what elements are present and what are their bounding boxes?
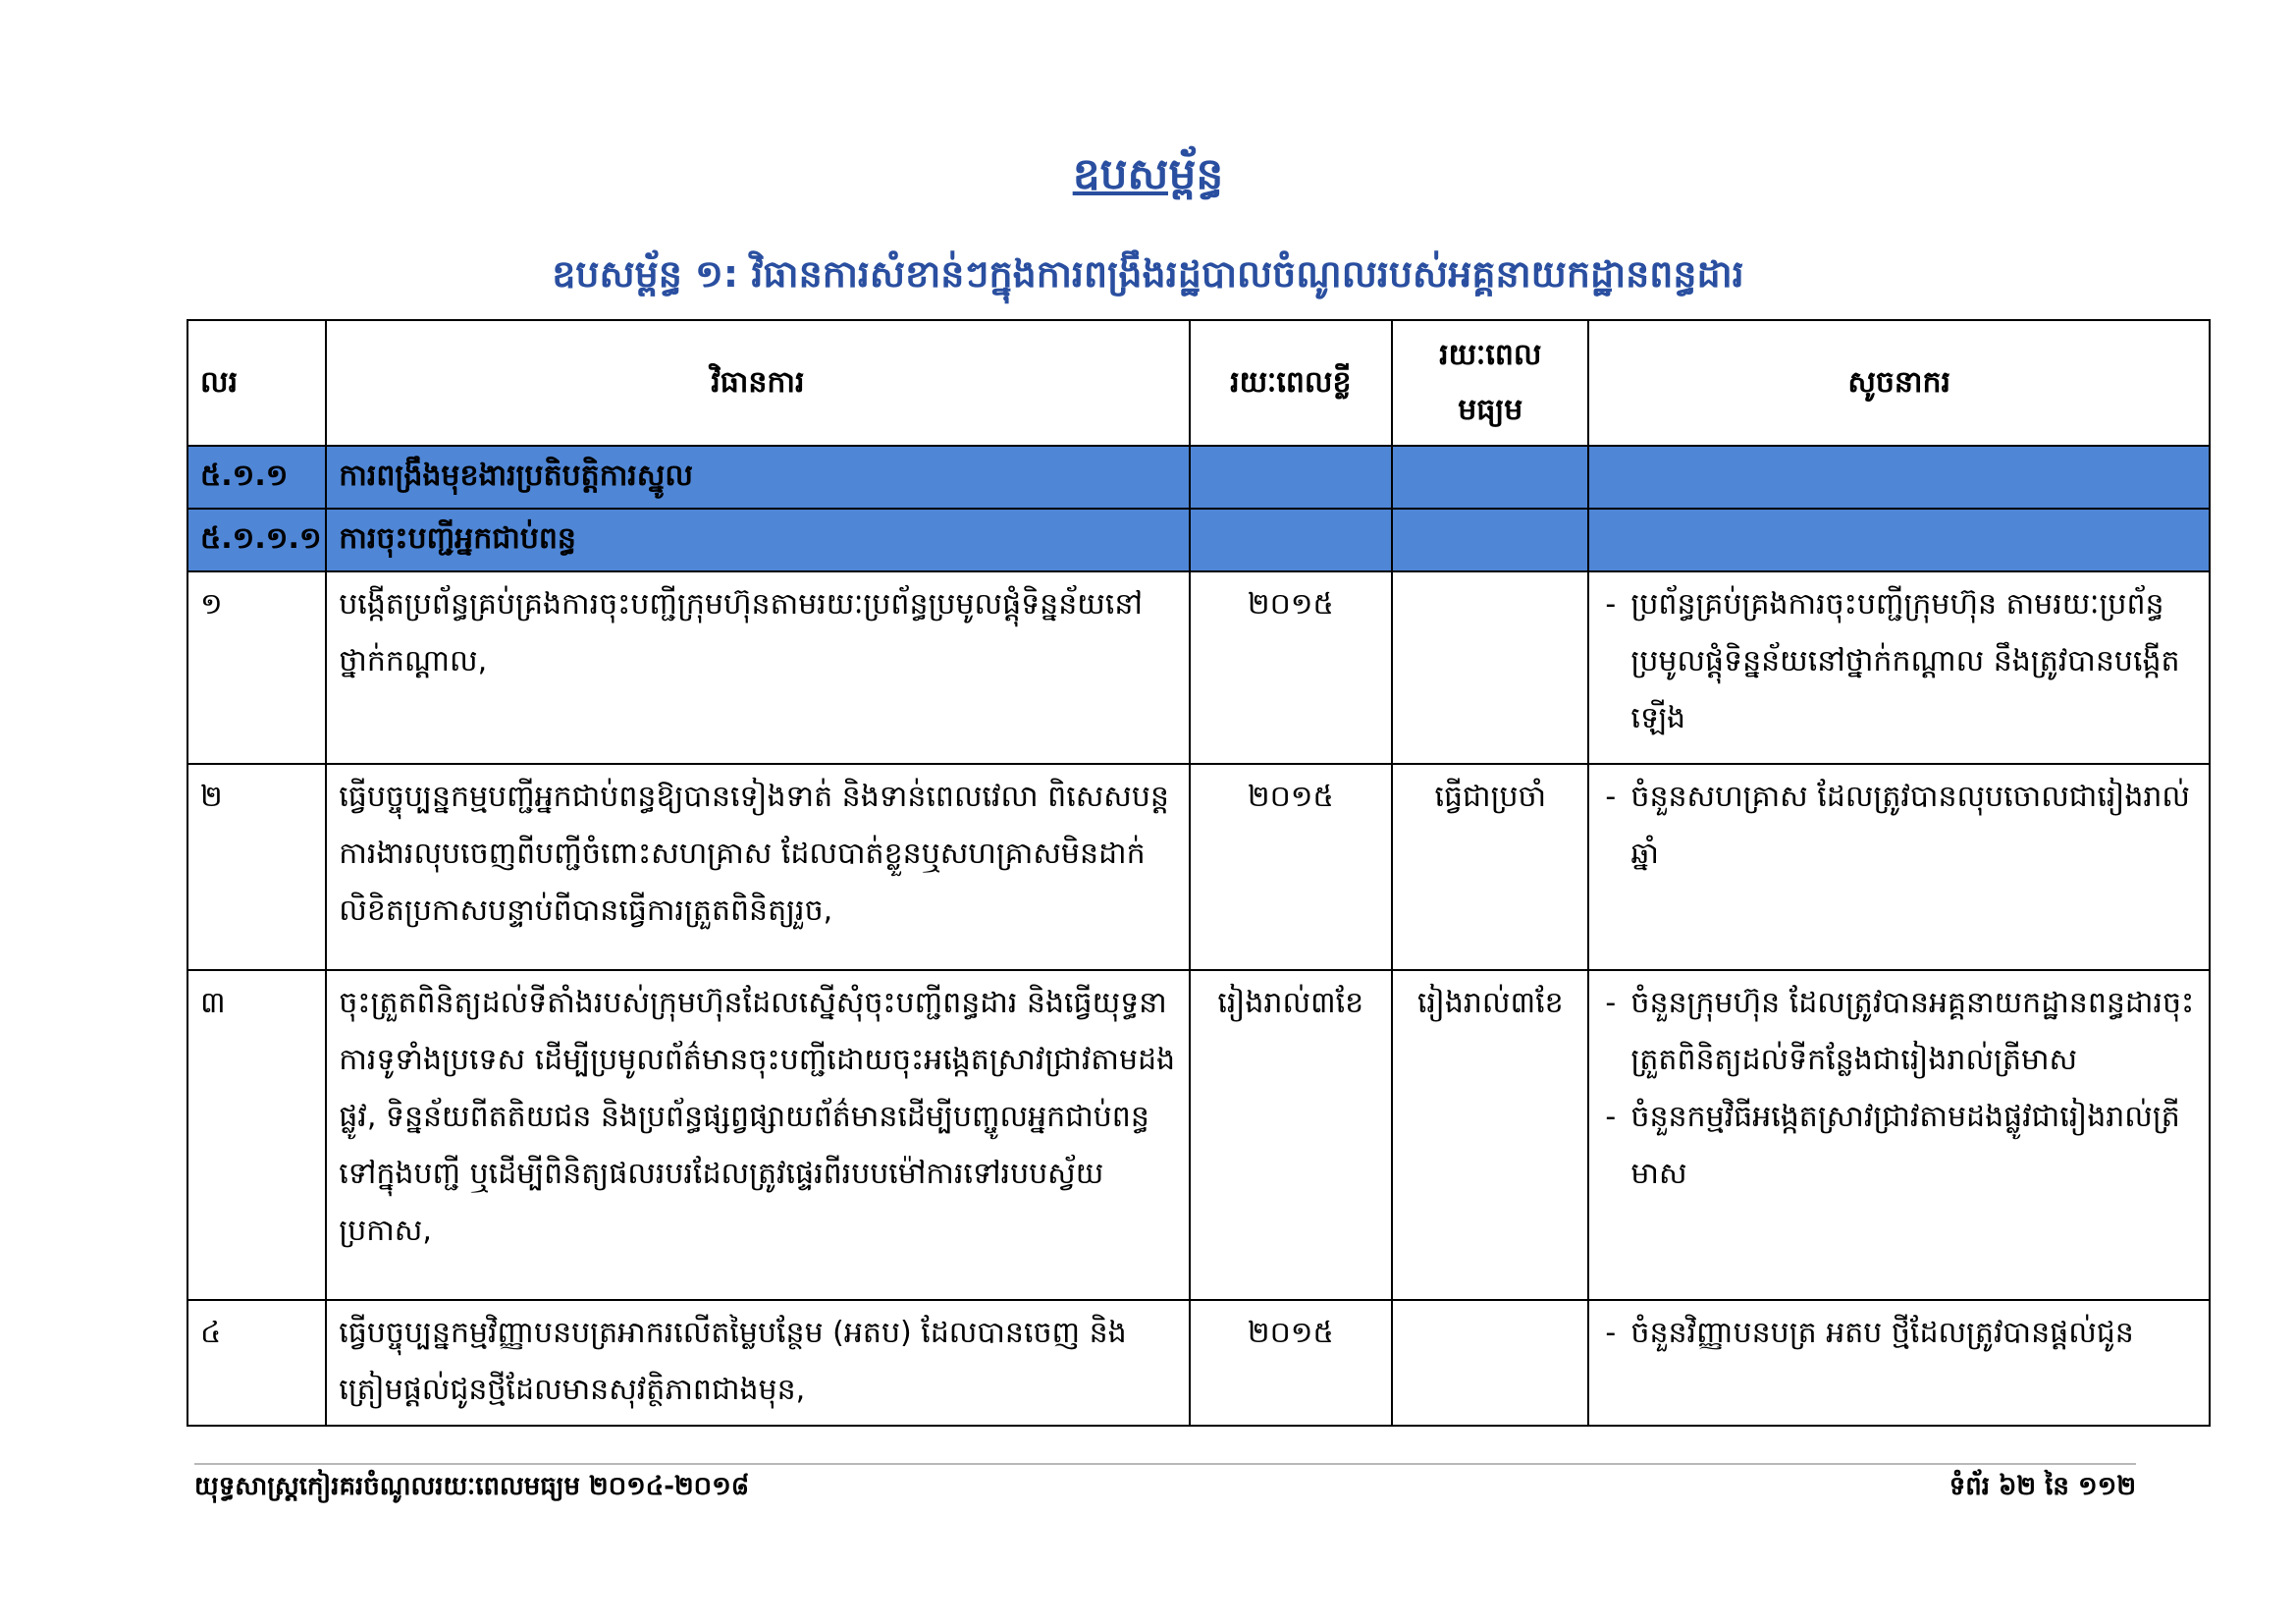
footer-page-number: ទំព័រ ៦២ នៃ ១១២ <box>1949 1472 2136 1501</box>
indicator-item: - ប្រព័ន្ធគ្រប់គ្រងការចុះបញ្ជីក្រុមហ៊ុន តាមរយៈប្រព័ន្ធប្រមូលផ្ដុំទិន្នន័យនៅថ្នាក់កណ្ដាល នឹងត្រូវបានបង្កើតឡើង <box>1601 576 2197 747</box>
footer-document-title: យុទ្ធសាស្ត្រកៀរគរចំណូលរយៈពេលមធ្យម ២០១៤-២០១៨ <box>194 1472 750 1501</box>
header-indicator: សូចនាករ <box>1588 320 2210 446</box>
header-measure: វិធានការ <box>326 320 1189 446</box>
row-indicator <box>1588 970 2210 1300</box>
table-row <box>187 571 2210 764</box>
row-short-term: រៀងរាល់៣ខែ <box>1190 970 1393 1300</box>
indicator-item: - ចំនួនវិញ្ញាបនបត្រ អតប ថ្មីដែលត្រូវបានផ្ដល់ជូន <box>1601 1305 2197 1362</box>
section-row <box>187 509 2210 571</box>
table-row <box>187 970 2210 1300</box>
section-title: ការចុះបញ្ជីអ្នកជាប់ពន្ធ <box>326 509 1189 571</box>
row-no: ៤ <box>187 1300 326 1426</box>
indicator-item: - ចំនួនកម្មវិធីអង្កេតស្រាវជ្រាវតាមដងផ្លូវជារៀងរាល់ត្រីមាស <box>1601 1089 2197 1203</box>
measures-table <box>187 319 2211 1427</box>
table-row <box>187 764 2210 970</box>
section-code: ៥.១.១ <box>187 446 326 509</box>
row-measure: ចុះត្រួតពិនិត្យដល់ទីតាំងរបស់ក្រុមហ៊ុនដែលស្នើសុំចុះបញ្ជីពន្ធដារ និងធ្វើយុទ្ធនាការទូទាំងប្រទេស ដើម្បីប្រមូលព័ត៌មានចុះបញ្ជីដោយចុះអង្កេតស្រាវជ្រាវតាមដងផ្លូវ, ទិន្នន័យពីតតិយជន និងប្រព័ន្ធផ្សព្វផ្សាយព័ត៌មានដើម្បីបញ្ចូលអ្នកជាប់ពន្ធទៅក្នុងបញ្ជី ឬដើម្បីពិនិត្យផលរបរដែលត្រូវផ្ទេរពីរបបម៉ៅការទៅរបបស្វ័យប្រកាស, <box>326 970 1189 1300</box>
section-code: ៥.១.១.១ <box>187 509 326 571</box>
row-indicator <box>1588 1300 2210 1426</box>
row-measure: ធ្វើបច្ចុប្បន្នកម្មវិញ្ញាបនបត្រអាករលើតម្លៃបន្ថែម (អតប) ដែលបានចេញ និងត្រៀមផ្ដល់ជូនថ្មីដែលមានសុវត្ថិភាពជាងមុន, <box>326 1300 1189 1426</box>
header-medium-term: រយៈពេល មធ្យម <box>1392 320 1588 446</box>
indicator-item: - ចំនួនក្រុមហ៊ុន ដែលត្រូវបានអគ្គនាយកដ្ឋានពន្ធដារចុះត្រួតពិនិត្យដល់ទីកន្លែងជារៀងរាល់ត្រីមាស <box>1601 975 2197 1089</box>
row-medium-term <box>1392 571 1588 764</box>
header-no: លរ <box>187 320 326 446</box>
row-measure: បង្កើតប្រព័ន្ធគ្រប់គ្រងការចុះបញ្ជីក្រុមហ៊ុនតាមរយៈប្រព័ន្ធប្រមូលផ្ដុំទិន្នន័យនៅថ្នាក់កណ្ដាល, <box>326 571 1189 764</box>
row-indicator <box>1588 764 2210 970</box>
table-row <box>187 1300 2210 1426</box>
section-title: ការពង្រឹងមុខងារប្រតិបត្តិការស្នូល <box>326 446 1189 509</box>
row-short-term: ២០១៥ <box>1190 764 1393 970</box>
row-no: ២ <box>187 764 326 970</box>
footer-divider <box>194 1463 2136 1465</box>
row-medium-term <box>1392 1300 1588 1426</box>
row-short-term: ២០១៥ <box>1190 1300 1393 1426</box>
row-no: ៣ <box>187 970 326 1300</box>
row-short-term: ២០១៥ <box>1190 571 1393 764</box>
annex-title: ឧបសម្ព័ន្ធ ១: វិធានការសំខាន់ៗក្នុងការពង្រឹងរដ្ឋបាលចំណូលរបស់អគ្គនាយកដ្ឋានពន្ធដារ <box>552 252 1744 296</box>
annex-heading: ឧបសម្ព័ន្ធ <box>1072 149 1224 199</box>
row-medium-term: ធ្វើជាប្រចាំ <box>1392 764 1588 970</box>
header-short-term: រយៈពេលខ្លី <box>1190 320 1393 446</box>
section-row <box>187 446 2210 509</box>
row-medium-term: រៀងរាល់៣ខែ <box>1392 970 1588 1300</box>
indicator-item: - ចំនួនសហគ្រាស ដែលត្រូវបានលុបចោលជារៀងរាល់ឆ្នាំ <box>1601 769 2197 883</box>
row-indicator <box>1588 571 2210 764</box>
row-measure: ធ្វើបច្ចុប្បន្នកម្មបញ្ជីអ្នកជាប់ពន្ធឱ្យបានទៀងទាត់ និងទាន់ពេលវេលា ពិសេសបន្តការងារលុបចេញពីបញ្ជីចំពោះសហគ្រាស ដែលបាត់ខ្លួនឬសហគ្រាសមិនដាក់លិខិតប្រកាសបន្ទាប់ពីបានធ្វើការត្រួតពិនិត្យរួច, <box>326 764 1189 970</box>
row-no: ១ <box>187 571 326 764</box>
table-header-row <box>187 320 2210 446</box>
